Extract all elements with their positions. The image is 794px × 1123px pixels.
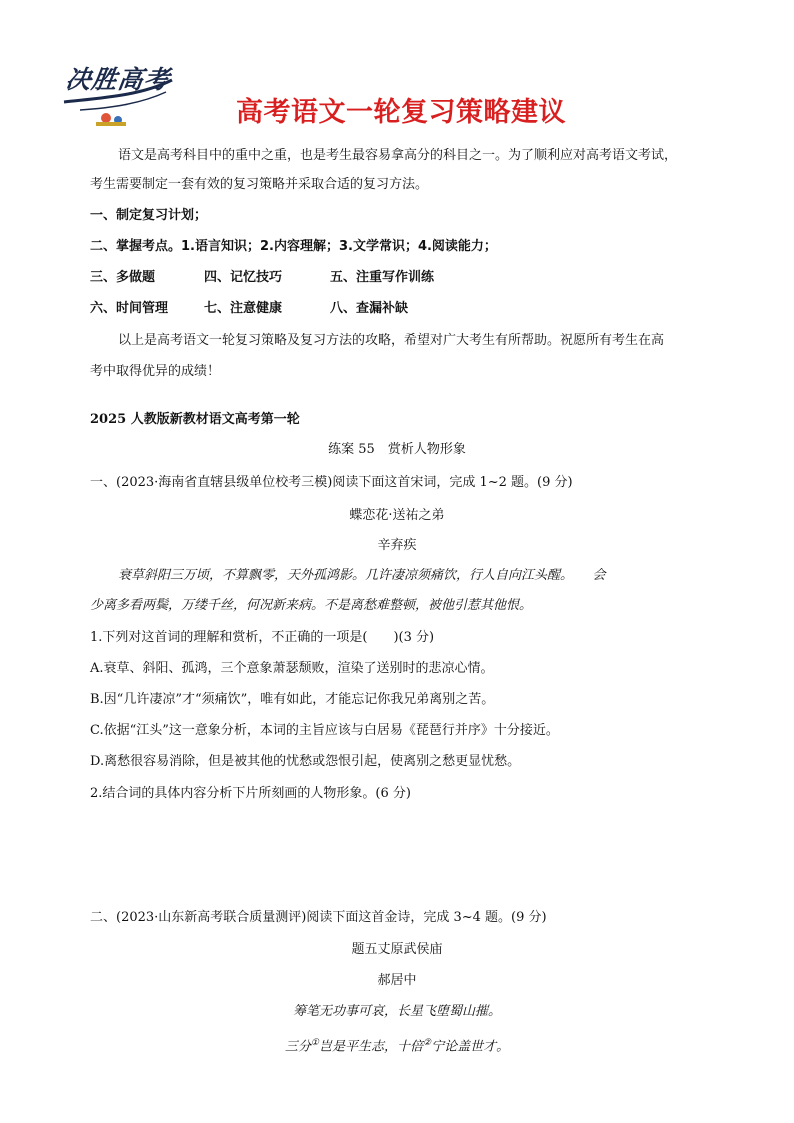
- brand-logo: [60, 58, 180, 132]
- poem-text: 岂是平生志，十倍: [318, 1039, 423, 1055]
- choice-a: A.衰草、斜阳、孤鸿，三个意象萧瑟颓败，渲染了送别时的悲凉心情。: [90, 661, 494, 676]
- poem-author: 辛弃疾: [377, 538, 417, 553]
- poem-text: 宁论盖世才。: [431, 1039, 510, 1055]
- poem-author: 郝居中: [377, 973, 417, 988]
- question-section-header: 一、(2023·海南省直辖县级单位校考三模)阅读下面这首宋词，完成 1~2 题。(9 分): [90, 475, 573, 490]
- poem-title: 蝶恋花·送祐之弟: [349, 508, 445, 523]
- strategy-item: 七、注意健康: [204, 301, 283, 316]
- question-stem: 2.结合词的具体内容分析下片所刻画的人物形象。(6 分): [90, 786, 411, 801]
- strategy-item: 八、查漏补缺: [330, 301, 409, 316]
- strategy-item: 五、注重写作训练: [330, 270, 435, 285]
- closing-paragraph: 以上是高考语文一轮复习策略及复习方法的攻略，希望对广大考生有所帮助。祝愿所有考生在高: [118, 333, 665, 348]
- poem-line: 筹笔无功事可哀，长星飞堕蜀山摧。: [292, 1004, 501, 1019]
- strategy-item: 一、制定复习计划；: [90, 208, 208, 223]
- series-title: 2025 人教版新教材语文高考第一轮: [90, 412, 300, 427]
- poem-line: 少离多看两鬓，万缕千丝，何况新来病。不是离愁难整顿，被他引惹其他恨。: [90, 598, 533, 613]
- intro-paragraph: 语文是高考科目中的重中之重，也是考生最容易拿高分的科目之一。为了顺利应对高考语文考试，: [118, 148, 678, 163]
- strategy-item: 四、记忆技巧: [204, 270, 283, 285]
- question-stem: 1.下列对这首词的理解和赏析，不正确的一项是( )(3 分): [90, 630, 435, 645]
- strategy-item: 二、掌握考点。1.语言知识；2.内容理解；3.文学常识；4.阅读能力；: [90, 239, 497, 254]
- strategy-item: 六、时间管理: [90, 301, 169, 316]
- question-section-header: 二、(2023·山东新高考联合质量测评)阅读下面这首金诗，完成 3~4 题。(9 分): [90, 910, 547, 925]
- poem-text: 三分: [284, 1039, 311, 1055]
- poem-title: 题五丈原武侯庙: [351, 942, 443, 957]
- closing-paragraph: 考中取得优异的成绩！: [90, 364, 221, 379]
- choice-c: C.依据“江头”这一意象分析，本词的主旨应该与白居易《琵琶行并序》十分接近。: [90, 723, 559, 738]
- logo-text: 决胜高考: [63, 65, 172, 94]
- poem-line: [0, 1033, 794, 1057]
- choice-b: B.因“几许凄凉”才“须痛饮”，唯有如此，才能忘记你我兄弟离别之苦。: [90, 692, 495, 707]
- strategy-item: 三、多做题: [90, 270, 156, 285]
- page-title: 高考语文一轮复习策略建议: [236, 97, 566, 128]
- footnote-marker: ②: [423, 1038, 432, 1048]
- poem-line: 衰草斜阳三万顷，不算飘零，天外孤鸿影。几许凄凉须痛饮，行人自向江头醒。 会: [118, 568, 606, 583]
- choice-d: D.离愁很容易消除，但是被其他的忧愁或怨恨引起，使离别之愁更显忧愁。: [90, 754, 521, 769]
- intro-paragraph: 考生需要制定一套有效的复习策略并采取合适的复习方法。: [90, 177, 429, 192]
- footnote-marker: ①: [310, 1038, 319, 1048]
- lesson-title: 练案 55 赏析人物形象: [328, 442, 466, 457]
